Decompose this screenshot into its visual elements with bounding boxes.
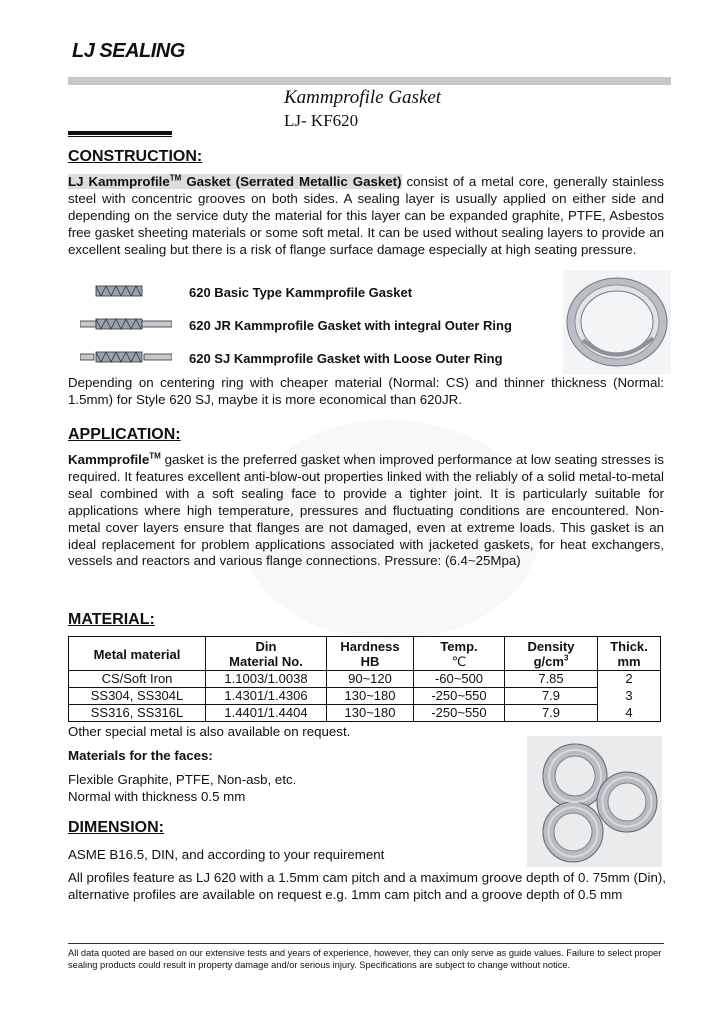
cell-density: 7.9	[505, 705, 598, 722]
dimension-line-1: ASME B16.5, DIN, and according to your requirement	[68, 847, 385, 862]
cell-hardness: 90~120	[327, 671, 414, 688]
document-model: LJ- KF620	[284, 111, 359, 130]
cell-temp: -250~550	[414, 705, 505, 722]
header-bar	[68, 77, 671, 85]
application-text: Kammprofile™ gasket is the preferred gasket when improved performance at low seating stresses is required. It features excellent anti-blow-out properties linked with the reliably of a solid metal-to-metal seal combined with a soft sealing face to provide a tighter joint. It is particularly suitable for applications where high temperature, pressures and fluctuating conditions are encountered. Non-metal cover layers ensure that flanges are not damaged, even at extreme loads. This gasket is an ideal replacement for problem applications associated with jacketed gaskets, for heat exchangers, vessels and reactors and various flange connections. Pressure: (6.4~25Mpa)	[68, 451, 664, 569]
cell-metal: SS316, SS316L	[69, 705, 206, 722]
cell-temp: -250~550	[414, 688, 505, 705]
material-heading: MATERIAL:	[68, 611, 155, 628]
col-thick: Thick. mm	[598, 637, 661, 671]
construction-text: LJ Kammprofile™ Gasket (Serrated Metallic Gasket) consist of a metal core, generally stainless steel with concentric grooves on both sides. A sealing layer is usually applied on either side and depending on the service duty the material for this layer can be expanded graphite, PTFE, Asbestos free gasket sheeting materials or some soft metal. It can be used without sealing layers to provide an excellent sealing but there is a risk of flange surface damage especially at high seating pressure.	[68, 173, 665, 257]
col-din: Din Material No.	[206, 637, 327, 671]
col-hardness: Hardness HB	[327, 637, 414, 671]
gasket-profile-jr-icon	[80, 316, 172, 332]
col-temp: Temp. ℃	[414, 637, 505, 671]
table-row	[69, 688, 661, 705]
ring-photo	[563, 270, 671, 374]
gasket-type-jr: 620 JR Kammprofile Gasket with integral Outer Ring	[189, 318, 512, 333]
product-name: LJ Kammprofile™ Gasket (Serrated Metallic Gasket)	[68, 173, 402, 189]
faces-line-2: Normal with thickness 0.5 mm	[68, 789, 246, 804]
table-row	[69, 671, 661, 688]
construction-note: Depending on centering ring with cheaper material (Normal: CS) and thinner thickness (Normal: 1.5mm) for Style 620 SJ, maybe it is more economical than 620JR.	[68, 375, 664, 407]
document-title: Kammprofile Gasket	[284, 87, 442, 108]
gasket-type-basic: 620 Basic Type Kammprofile Gasket	[189, 285, 413, 300]
application-heading: APPLICATION:	[68, 426, 181, 443]
footer-disclaimer: All data quoted are based on our extensive tests and years of experience, however, they can only serve as guide values. Failure to select proper sealing products could result in property damage and/or serious injury. Specifications are subject to change without notice.	[68, 948, 662, 970]
rings-photo	[527, 736, 662, 867]
cell-metal: SS304, SS304L	[69, 688, 206, 705]
cell-thick: 3	[598, 688, 661, 705]
cell-din: 1.4401/1.4404	[206, 705, 327, 722]
gasket-profile-sj-icon	[80, 349, 172, 365]
cell-thick: 2	[598, 671, 661, 688]
footer-divider	[68, 943, 664, 944]
col-density: Density $g/cm^3$	[505, 637, 598, 671]
table-row	[69, 705, 661, 722]
cell-density: 7.85	[505, 671, 598, 688]
cell-metal: CS/Soft Iron	[69, 671, 206, 688]
cell-din: 1.1003/1.0038	[206, 671, 327, 688]
cell-density: 7.9	[505, 688, 598, 705]
divider	[68, 131, 172, 135]
col-metal: Metal material	[69, 637, 206, 671]
gasket-type-sj: 620 SJ Kammprofile Gasket with Loose Outer Ring	[189, 351, 503, 366]
cell-din: 1.4301/1.4306	[206, 688, 327, 705]
cell-hardness: 130~180	[327, 688, 414, 705]
faces-heading: Materials for the faces:	[68, 748, 213, 763]
cell-temp: -60~500	[414, 671, 505, 688]
dimension-heading: DIMENSION:	[68, 819, 164, 836]
brand-logo: LJ SEALING	[72, 40, 185, 62]
dimension-line-2: All profiles feature as LJ 620 with a 1.5mm cam pitch and a maximum groove depth of 0. 75mm (Din), alternative profiles are available on request e.g. 1mm cam pitch and a groove depth of 0.5 mm	[68, 870, 666, 902]
construction-heading: CONSTRUCTION:	[68, 148, 203, 165]
table-header-row	[69, 637, 661, 671]
gasket-profile-basic-icon	[80, 283, 172, 299]
divider-thin	[68, 136, 172, 137]
cell-hardness: 130~180	[327, 705, 414, 722]
cell-thick: 4	[598, 705, 661, 722]
material-table	[68, 636, 661, 722]
other-metal-note: Other special metal is also available on request.	[68, 724, 351, 739]
faces-line-1: Flexible Graphite, PTFE, Non-asb, etc.	[68, 772, 297, 787]
